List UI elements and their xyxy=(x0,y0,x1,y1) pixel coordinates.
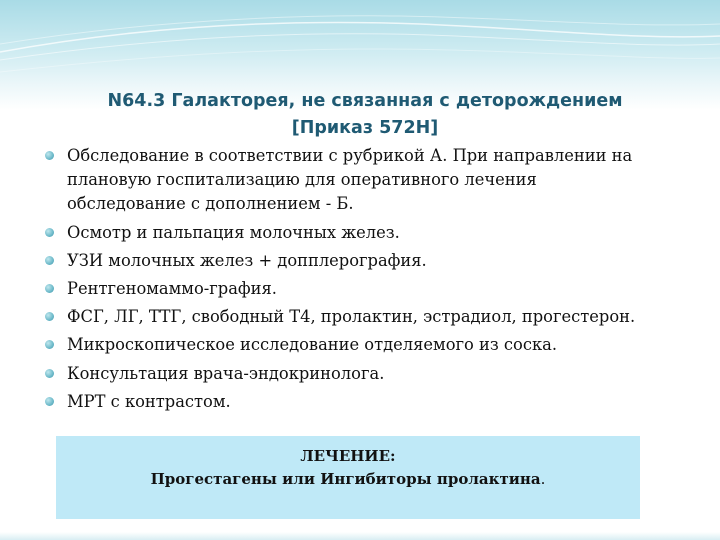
list-item xyxy=(44,362,684,386)
list-item-text: ФСГ, ЛГ, ТТГ, свободный Т4, пролактин, эстрадиол, прогестерон. xyxy=(67,307,636,327)
treatment-period: . xyxy=(540,470,546,488)
list-item xyxy=(44,305,684,329)
title-line-1: N64.3 Галакторея, не связанная с деторождением xyxy=(107,91,623,111)
footer-decoration xyxy=(0,532,720,540)
list-item xyxy=(44,333,684,357)
treatment-text-line xyxy=(56,468,640,491)
list-item-text: плановую госпитализацию для оперативного лечения xyxy=(67,170,537,190)
treatment-heading: ЛЕЧЕНИЕ: xyxy=(300,447,396,465)
list-item-text: Рентгеномаммо-графия. xyxy=(67,279,277,299)
bullet-icon xyxy=(45,284,54,293)
bullet-icon xyxy=(45,151,54,160)
list-item xyxy=(44,249,684,273)
bullet-icon xyxy=(45,397,54,406)
title-line-2: [Приказ 572Н] xyxy=(291,118,439,138)
bullet-icon xyxy=(45,312,54,321)
list-item-text: обследование с дополнением - Б. xyxy=(67,194,354,214)
bullet-icon xyxy=(45,228,54,237)
examination-list xyxy=(44,144,684,418)
list-item-text: МРТ с контрастом. xyxy=(67,391,231,411)
bullet-icon xyxy=(45,256,54,265)
list-item-text: Обследование в соответствии с рубрикой А. При направлении на xyxy=(67,146,633,165)
bullet-icon xyxy=(45,340,54,349)
list-item xyxy=(44,144,684,217)
treatment-text: Прогестагены или Ингибиторы пролактина xyxy=(150,470,541,488)
list-item xyxy=(44,277,684,301)
bullet-icon xyxy=(45,369,54,378)
list-item-text: Осмотр и пальпация молочных желез. xyxy=(67,222,400,242)
list-item xyxy=(44,221,684,245)
slide-title xyxy=(60,88,670,142)
treatment-box xyxy=(56,436,640,519)
list-item-text: Консультация врача-эндокринолога. xyxy=(67,363,385,383)
list-item-text: УЗИ молочных желез + допплерография. xyxy=(67,250,427,270)
list-item-text: Микроскопическое исследование отделяемого из соска. xyxy=(67,335,558,355)
list-item xyxy=(44,390,684,414)
